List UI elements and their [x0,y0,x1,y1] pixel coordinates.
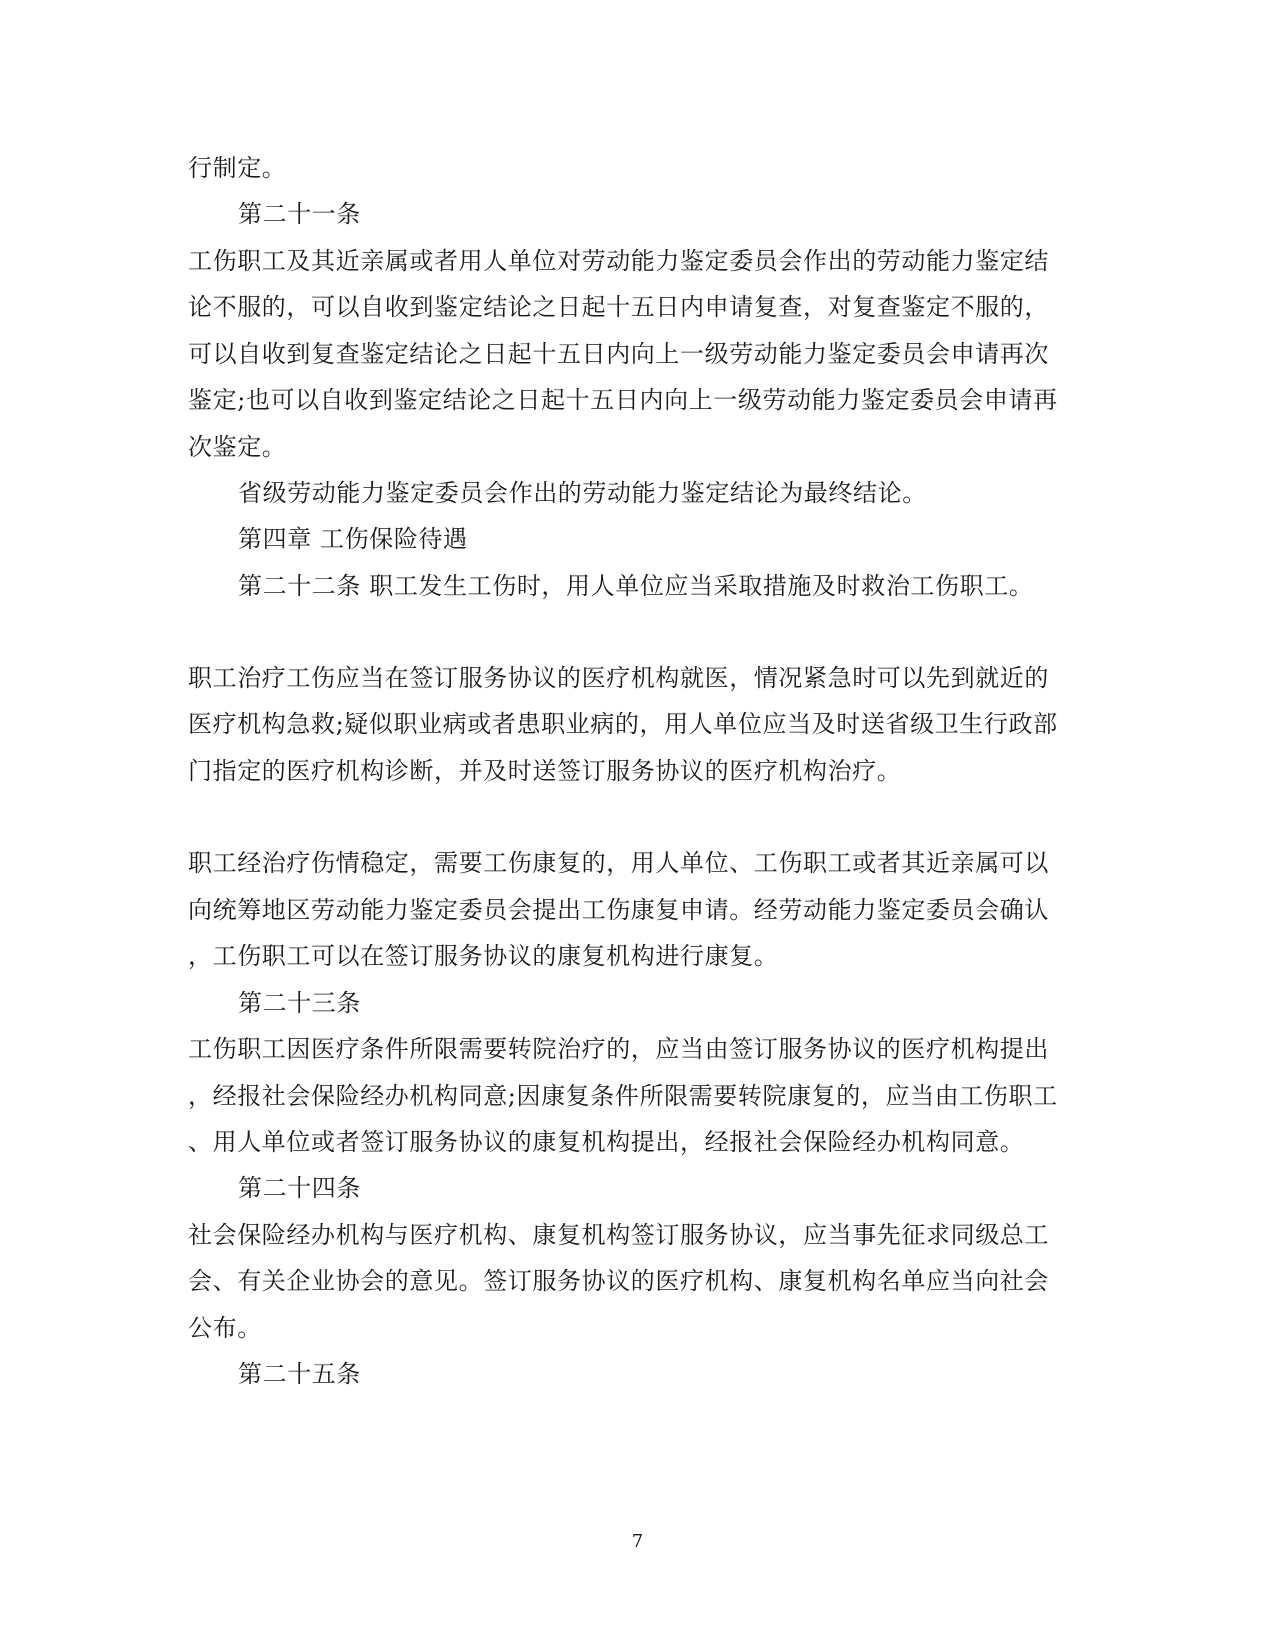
text-line: 、用人单位或者签订服务协议的康复机构提出，经报社会保险经办机构同意。 [188,1128,1025,1156]
text-line: 省级劳动能力鉴定委员会作出的劳动能力鉴定结论为最终结论。 [238,479,927,507]
article-heading: 第二十三条 [238,989,361,1017]
text-line: ，经报社会保险经办机构同意;因康复条件所限需要转院康复的，应当由工伤职工 [188,1082,1058,1110]
text-line: ，工伤职工可以在签订服务协议的康复机构进行康复。 [188,942,779,970]
article-heading: 第二十五条 [238,1360,361,1388]
text-line: 公布。 [188,1314,262,1342]
page-number: 7 [631,1531,644,1552]
text-line: 可以自收到复查鉴定结论之日起十五日内向上一级劳动能力鉴定委员会申请再次 [188,340,1049,368]
text-line: 工伤职工因医疗条件所限需要转院治疗的，应当由签订服务协议的医疗机构提出 [188,1035,1049,1063]
text-line: 职工治疗工伤应当在签订服务协议的医疗机构就医，情况紧急时可以先到就近的 [188,664,1049,692]
text-line: 会、有关企业协会的意见。签订服务协议的医疗机构、康复机构名单应当向社会 [188,1267,1049,1295]
text-line: 工伤职工及其近亲属或者用人单位对劳动能力鉴定委员会作出的劳动能力鉴定结 [188,247,1049,275]
article-heading: 第二十二条 职工发生工伤时，用人单位应当采取措施及时救治工伤职工。 [238,572,1034,600]
article-heading: 第二十四条 [238,1174,361,1202]
text-line: 医疗机构急救;疑似职业病或者患职业病的，用人单位应当及时送省级卫生行政部 [188,710,1058,738]
text-line: 行制定。 [188,154,287,182]
article-heading: 第二十一条 [238,200,361,228]
text-line: 论不服的，可以自收到鉴定结论之日起十五日内申请复查，对复查鉴定不服的， [188,293,1049,321]
text-line: 门指定的医疗机构诊断，并及时送签订服务协议的医疗机构治疗。 [188,757,902,785]
text-line: 次鉴定。 [188,433,287,461]
text-line: 职工经治疗伤情稳定，需要工伤康复的，用人单位、工伤职工或者其近亲属可以 [188,849,1049,877]
text-line: 社会保险经办机构与医疗机构、康复机构签订服务协议，应当事先征求同级总工 [188,1221,1049,1249]
chapter-heading: 第四章 工伤保险待遇 [238,525,468,553]
text-line: 鉴定;也可以自收到鉴定结论之日起十五日内向上一级劳动能力鉴定委员会申请再 [188,386,1058,414]
text-line: 向统筹地区劳动能力鉴定委员会提出工伤康复申请。经劳动能力鉴定委员会确认 [188,896,1049,924]
